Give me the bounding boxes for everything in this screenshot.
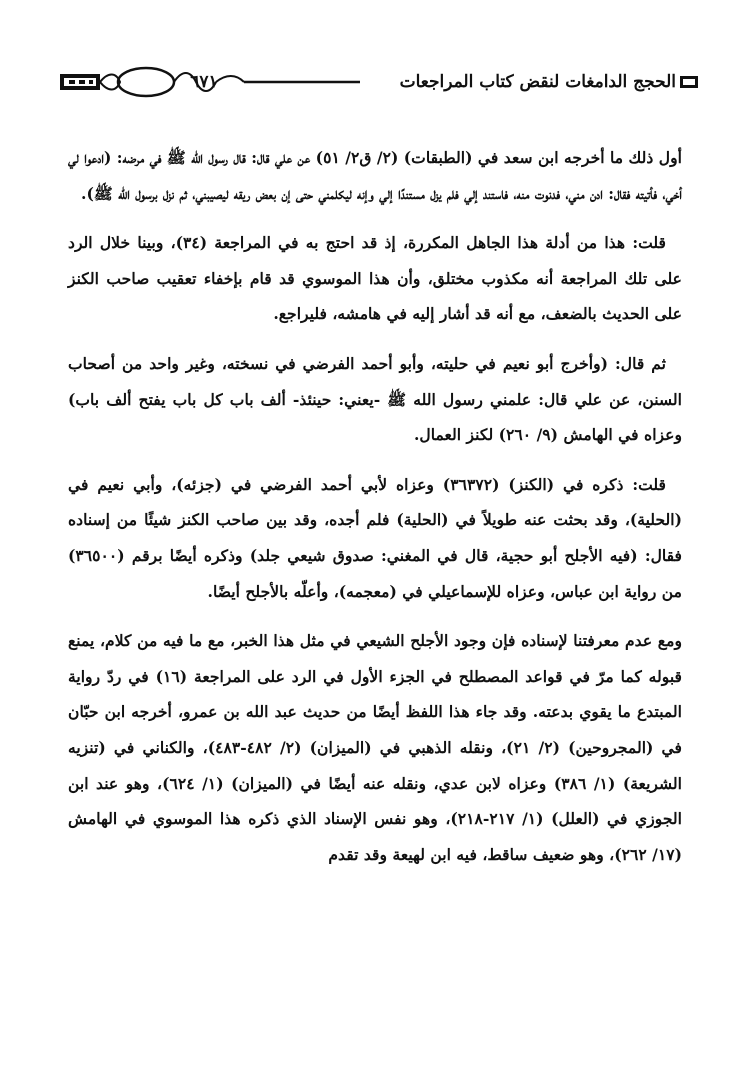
paragraph-text: ومع عدم معرفتنا لإسناده فإن وجود الأجلح الشيعي في مثل هذا الخبر، مع ما فيه من كلام، يمنع قبوله كما مرّ في قواعد المصطلح في الجزء الأول في الرد على المراجعة (١٦) في ردّ رواية المبتدع ما يقوي بدعته. وقد جاء هذا اللفظ أيضًا من حديث عبد الله بن عمرو، أخرجه ابن حبّان في (المجروحين) (٢/ ٢١)، ونقله الذهبي في (الميزان) (٢/ ٤٨٢-٤٨٣)، والكناني في (تنزيه الشريعة) (١/ ٣٨٦) وعزاه لابن عدي، ونقله عنه أيضًا في (الميزان) (١/ ٦٢٤)، وهو عند ابن الجوزي في (العلل) (١/ ٢١٧-٢١٨)، وهو نفس الإسناد الذي ذكره هذا الموسوي في الهامش (١٧/ ٢٦٢)، وهو ضعيف ساقط، فيه ابن لهيعة وقد تقدم — [68, 631, 683, 864]
page-number: ٦٧١ — [190, 72, 218, 92]
running-title: الحجج الدامغات لنقض كتاب المراجعات — [399, 72, 676, 92]
paragraph — [68, 467, 682, 609]
page-body — [68, 140, 682, 886]
paragraph-text: (وأخرج أبو نعيم في حليته، وأبو أحمد الفرضي في نسخته، وغير واحد من أصحاب السنن، عن علي قال: علمني رسول الله ﷺ -يعني: حينئذ- ألف باب كل باب يفتح ألف باب) وعزاه في الهامش (٩/ ٢٦٠) لكنز العمال. — [68, 353, 682, 445]
paragraph — [68, 225, 682, 332]
paragraph — [68, 346, 682, 453]
paragraph-lead: ثم قال: — [615, 353, 666, 373]
paragraph-lead: قلت: — [632, 233, 666, 253]
paragraph-text: ذكره في (الكنز) (٣٦٣٧٢) وعزاه لأبي أحمد الفرضي في (جزئه)، وأبي نعيم في (الحلية)، وقد بحثت عنه طويلاً في (الحلية) فلم أجده، وقد بين صاحب الكنز شيئًا من إسناده فقال: (فيه الأجلح أبو حجية، قال في المغني: صدوق شيعي جلد) وذكره أيضًا برقم (٣٦٥٠٠) من رواية ابن عباس، وعزاه للإسماعيلي في (معجمه)، وأعلّه بالأجلح أيضًا. — [68, 474, 682, 601]
paragraph — [68, 140, 682, 211]
paragraph-lead: قلت: — [632, 474, 666, 494]
paragraph-text: هذا من أدلة هذا الجاهل المكررة، إذ قد احتج به في المراجعة (٣٤)، وبينا خلال الرد على تلك المراجعة أنه مكذوب مختلق، وأن هذا الموسوي قد قام بإخفاء تعقيب صاحب الكنز على الحديث بالضعف، مع أنه قد أشار إليه في هامشه، فليراجع. — [68, 233, 682, 324]
paragraph — [68, 623, 682, 872]
paragraph-text: أول ذلك ما أخرجه ابن سعد في (الطبقات) (٢/ ق٢/ ٥١) عن علي قال: قال رسول الله ﷺ في مرضه: (ادعوا لي أخي، فأتيته فقال: ادن مني، فدنوت منه، فاستند إلي فلم يزل مستندًا إلي وإنه ليكلمني حتى إن بعض ريقه ليصيبني، ثم نزل برسول الله ﷺ). — [68, 148, 682, 203]
page-header — [60, 62, 700, 102]
